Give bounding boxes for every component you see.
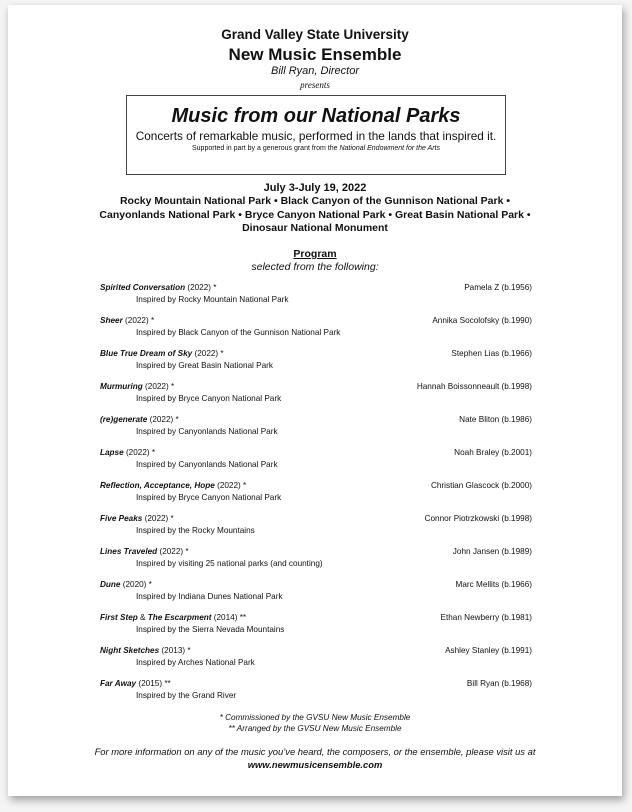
composer: Marc Mellits (b.1966): [455, 580, 532, 589]
park-list: Rocky Mountain National Park • Black Canyon of the Gunnison National Park • Canyonlands National Park • Bryce Canyon National Park • Great Basin National Park • Dinosaur National Monument: [99, 195, 531, 234]
composer: Ethan Newberry (b.1981): [440, 613, 532, 622]
concert-dates: July 3-July 19, 2022: [263, 182, 367, 194]
support-prefix: Supported in part by a generous grant from the: [192, 145, 340, 152]
work-line: [100, 679, 171, 688]
work-line: [100, 316, 154, 325]
program-item: [100, 547, 532, 580]
more-info: [8, 745, 622, 771]
program-item: [100, 448, 532, 481]
inspiration: Inspired by Black Canyon of the Gunnison National Park: [136, 328, 341, 337]
program-heading: Program: [293, 248, 337, 260]
concert-title-box: [126, 95, 506, 175]
concert-title: Music from our National Parks: [171, 105, 461, 127]
work-year: (2022) *: [157, 547, 189, 556]
program-subheading: selected from the following:: [251, 261, 379, 273]
work-year: (2022) *: [192, 349, 224, 358]
work-line: [100, 646, 191, 655]
program-item: [100, 514, 532, 547]
composer: Stephen Lias (b.1966): [451, 349, 532, 358]
inspiration: Inspired by Canyonlands National Park: [136, 460, 278, 469]
work-line: [100, 547, 189, 556]
program-item: [100, 415, 532, 448]
inspiration: Inspired by the Rocky Mountains: [136, 526, 255, 535]
university-name: Grand Valley State University: [221, 27, 409, 42]
concert-tagline: Concerts of remarkable music, performed in the lands that inspired it.: [135, 129, 497, 143]
work-title: Blue True Dream of Sky: [100, 349, 193, 358]
composer: Ashley Stanley (b.1991): [445, 646, 532, 655]
composer: Noah Braley (b.2001): [454, 448, 532, 457]
work-title: Far Away: [100, 679, 137, 688]
work-year: (2022) *: [147, 415, 179, 424]
work-year: (2022) *: [142, 382, 175, 391]
work-year: (2015) **: [136, 679, 171, 688]
footnote-commissioned: * Commissioned by the GVSU New Music Ensemble: [219, 713, 411, 722]
composer: Nate Bliton (b.1986): [459, 415, 532, 424]
work-line: [100, 349, 224, 358]
work-title: Lapse: [100, 448, 124, 457]
program-item: [100, 613, 532, 646]
work-title: Lines Traveled: [100, 547, 158, 556]
more-info-text: For more information on any of the music you’ve heard, the composers, or the ensemble, please visit us at: [94, 746, 536, 757]
ensemble-name: New Music Ensemble: [228, 45, 402, 64]
work-year: (2022) *: [123, 448, 156, 457]
inspiration: Inspired by Rocky Mountain National Park: [136, 295, 289, 304]
program-item: [100, 646, 532, 679]
work-line: [100, 514, 174, 523]
work-title: Spirited Conversation: [100, 283, 186, 292]
work-title: Night Sketches: [100, 646, 160, 655]
inspiration: Inspired by Arches National Park: [136, 658, 255, 667]
composer: Christian Glascock (b.2000): [430, 481, 532, 490]
inspiration: Inspired by visiting 25 national parks (and counting): [136, 559, 323, 568]
program-page: [8, 5, 622, 796]
work-line: [100, 448, 155, 457]
work-line: [100, 283, 216, 292]
work-title-2: The Escarpment: [147, 613, 212, 622]
composer: Pamela Z (b.1956): [464, 283, 532, 292]
inspiration: Inspired by the Grand River: [136, 691, 237, 700]
program-item: [100, 580, 532, 613]
inspiration: Inspired by Canyonlands National Park: [136, 427, 278, 436]
work-year: (2022) *: [142, 514, 174, 523]
inspiration: Inspired by Indiana Dunes National Park: [136, 592, 283, 601]
work-line: [100, 481, 246, 490]
work-title: Sheer: [100, 316, 123, 325]
work-title: Reflection, Acceptance, Hope: [100, 481, 215, 490]
composer: Hannah Boissonneault (b.1998): [416, 382, 532, 391]
inspiration: Inspired by Great Basin National Park: [136, 361, 273, 370]
work-year: (2022) *: [122, 316, 155, 325]
work-line: [100, 613, 246, 622]
inspiration: Inspired by Bryce Canyon National Park: [136, 493, 282, 502]
program-item: [100, 679, 532, 712]
work-title: First Step: [100, 613, 138, 622]
work-year: (2022) *: [214, 481, 247, 490]
composer: Connor Piotrzkowski (b.1998): [424, 514, 532, 523]
program-item: [100, 316, 532, 349]
composer: Bill Ryan (b.1968): [466, 679, 532, 688]
work-year: (2020) *: [120, 580, 152, 589]
support-note: [127, 145, 505, 152]
website-link[interactable]: www.newmusicensemble.com: [247, 759, 383, 770]
work-line: [100, 580, 152, 589]
presents-line: presents: [300, 80, 330, 90]
footnote-arranged: ** Arranged by the GVSU New Music Ensemble: [228, 724, 402, 733]
footnotes: [8, 712, 622, 734]
work-year: (2014) **: [211, 613, 247, 622]
work-line: [100, 415, 179, 424]
work-line: [100, 382, 174, 391]
program-item: [100, 283, 532, 316]
director-line: Bill Ryan, Director: [270, 65, 360, 77]
work-title: Murmuring: [100, 382, 143, 391]
work-title: Five Peaks: [100, 514, 143, 523]
composer: John Jansen (b.1989): [452, 547, 532, 556]
inspiration: Inspired by the Sierra Nevada Mountains: [136, 625, 285, 634]
work-year: (2022) *: [185, 283, 217, 292]
program-item: [100, 349, 532, 382]
program-item: [100, 382, 532, 415]
support-org: National Endowment for the Arts: [339, 145, 440, 152]
program-list: [100, 283, 532, 712]
work-joiner: &: [137, 613, 148, 622]
inspiration: Inspired by Bryce Canyon National Park: [136, 394, 282, 403]
work-title: (re)generate: [100, 415, 148, 424]
work-title: Dune: [100, 580, 121, 589]
composer: Annika Socolofsky (b.1990): [432, 316, 532, 325]
program-item: [100, 481, 532, 514]
work-year: (2013) *: [159, 646, 191, 655]
